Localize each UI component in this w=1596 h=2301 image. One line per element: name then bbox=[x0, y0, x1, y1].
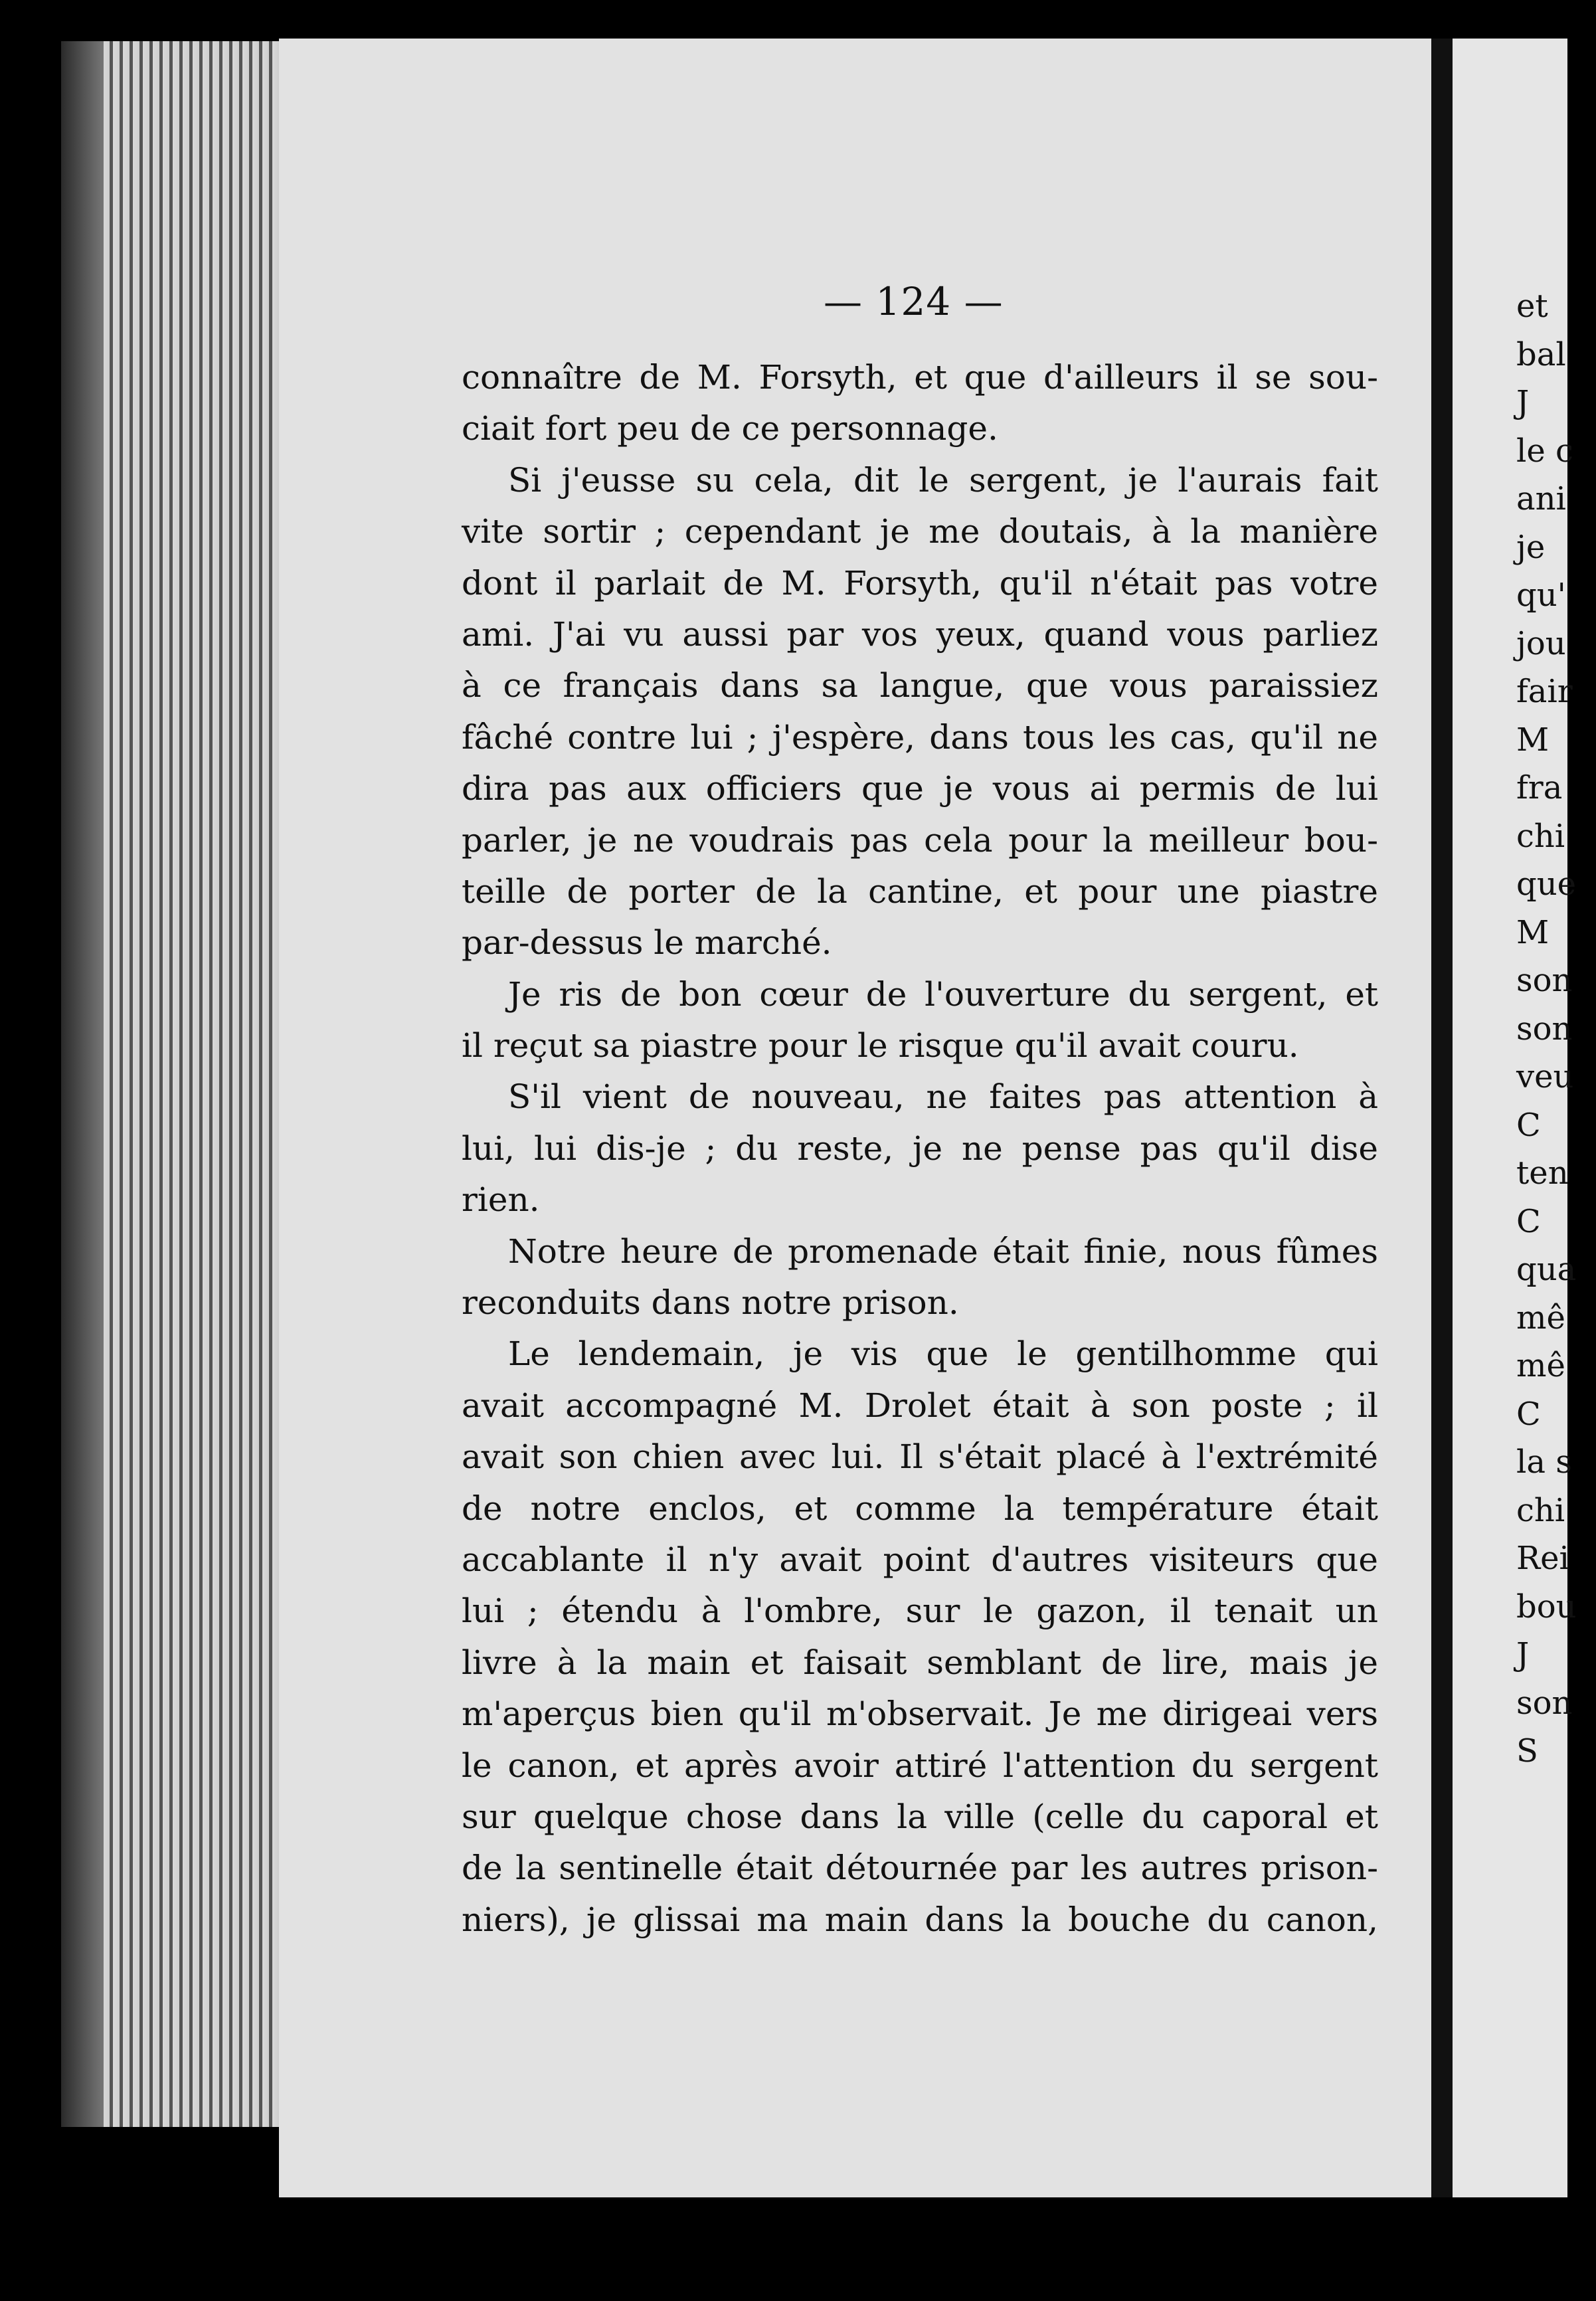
right-page-fragment: Rei bbox=[1516, 1540, 1569, 1577]
right-page-fragment: C bbox=[1516, 1395, 1541, 1433]
text-line: parler, je ne voudrais pas cela pour la meilleur bou- bbox=[462, 820, 1378, 860]
right-page-fragment: mê bbox=[1516, 1347, 1565, 1384]
text-line: rien. bbox=[462, 1180, 540, 1220]
right-page-fragment: et bbox=[1516, 288, 1548, 325]
right-page-fragment: M bbox=[1516, 721, 1550, 759]
text-line: à ce français dans sa langue, que vous paraissiez bbox=[462, 666, 1378, 705]
right-page-fragment: ten bbox=[1516, 1154, 1569, 1192]
right-page-fragment: je bbox=[1516, 528, 1546, 566]
text-line: Si j'eusse su cela, dit le sergent, je l'aurais fait bbox=[508, 460, 1378, 500]
text-line: connaître de M. Forsyth, et que d'ailleurs il se sou- bbox=[462, 358, 1378, 397]
text-line: avait son chien avec lui. Il s'était placé à l'extrémité bbox=[462, 1437, 1378, 1477]
text-line: lui ; étendu à l'ombre, sur le gazon, il tenait un bbox=[462, 1592, 1378, 1631]
right-page-fragment: bal bbox=[1516, 335, 1566, 373]
right-page-fragment: chi bbox=[1516, 817, 1565, 855]
right-page-fragment: qua bbox=[1516, 1251, 1577, 1288]
right-page-fragment: le c bbox=[1516, 432, 1573, 470]
right-page-fragment: J bbox=[1516, 384, 1530, 421]
text-line: sur quelque chose dans la ville (celle du caporal et bbox=[462, 1797, 1378, 1836]
right-page-fragment: veu bbox=[1516, 1058, 1574, 1095]
right-page-fragment: fra bbox=[1516, 769, 1563, 806]
right-page-fragments bbox=[1516, 282, 1596, 1776]
right-page-fragment: S bbox=[1516, 1732, 1538, 1770]
right-page-fragment: la s bbox=[1516, 1443, 1572, 1481]
text-line: accablante il n'y avait point d'autres visiteurs que bbox=[462, 1540, 1378, 1579]
text-line: niers), je glissai ma main dans la bouche du canon, bbox=[462, 1900, 1378, 1939]
right-page-fragment: son bbox=[1516, 962, 1573, 999]
right-page-fragment: mê bbox=[1516, 1299, 1565, 1336]
right-page-fragment: J bbox=[1516, 1636, 1530, 1673]
text-line: S'il vient de nouveau, ne faites pas attention à bbox=[508, 1077, 1378, 1117]
text-line: Le lendemain, je vis que le gentilhomme qui bbox=[508, 1335, 1378, 1374]
right-page-fragment: son bbox=[1516, 1010, 1573, 1048]
book-gutter bbox=[1431, 39, 1453, 2197]
text-line: dira pas aux officiers que je vous ai permis de lui bbox=[462, 769, 1378, 808]
right-page-fragment: chi bbox=[1516, 1491, 1565, 1529]
text-line: par-dessus le marché. bbox=[462, 923, 832, 963]
right-page-fragment: C bbox=[1516, 1106, 1541, 1144]
text-line: ami. J'ai vu aussi par vos yeux, quand vous parliez bbox=[462, 614, 1378, 654]
text-line: Notre heure de promenade était finie, nous fûmes bbox=[508, 1232, 1378, 1271]
text-line: fâché contre lui ; j'espère, dans tous les cas, qu'il ne bbox=[462, 717, 1378, 757]
text-line: il reçut sa piastre pour le risque qu'il avait couru. bbox=[462, 1026, 1299, 1065]
text-line: dont il parlait de M. Forsyth, qu'il n'était pas votre bbox=[462, 563, 1378, 602]
text-line: avait accompagné M. Drolet était à son poste ; il bbox=[462, 1386, 1378, 1425]
text-line: le canon, et après avoir attiré l'attention du sergent bbox=[462, 1746, 1378, 1785]
text-line: livre à la main et faisait semblant de lire, mais je bbox=[462, 1643, 1378, 1682]
right-page-fragment: ani bbox=[1516, 480, 1566, 517]
text-line: lui, lui dis-je ; du reste, je ne pense pas qu'il dise bbox=[462, 1129, 1378, 1168]
page-number: — 124 — bbox=[824, 279, 1004, 324]
right-page-fragment: M bbox=[1516, 913, 1550, 951]
right-page-fragment: C bbox=[1516, 1202, 1541, 1240]
right-page-fragment: son bbox=[1516, 1684, 1573, 1722]
text-line: m'aperçus bien qu'il m'observait. Je me dirigeai vers bbox=[462, 1695, 1378, 1734]
right-page-fragment: que bbox=[1516, 866, 1577, 903]
text-line: Je ris de bon cœur de l'ouverture du sergent, et bbox=[508, 974, 1378, 1014]
right-page-fragment: bou bbox=[1516, 1588, 1577, 1625]
text-line: vite sortir ; cependant je me doutais, à la manière bbox=[462, 512, 1378, 551]
right-page-fragment: qu' bbox=[1516, 577, 1566, 614]
text-line: de notre enclos, et comme la température était bbox=[462, 1489, 1378, 1528]
book-spine-shadow bbox=[61, 41, 104, 2127]
body-text bbox=[462, 352, 1378, 1946]
right-page-fragment: jou bbox=[1516, 624, 1566, 662]
text-line: reconduits dans notre prison. bbox=[462, 1283, 959, 1323]
right-page-fragment: fair bbox=[1516, 673, 1573, 710]
text-line: teille de porter de la cantine, et pour une piastre bbox=[462, 872, 1378, 911]
text-line: de la sentinelle était détournée par les autres prison- bbox=[462, 1849, 1378, 1888]
text-line: ciait fort peu de ce personnage. bbox=[462, 409, 998, 448]
